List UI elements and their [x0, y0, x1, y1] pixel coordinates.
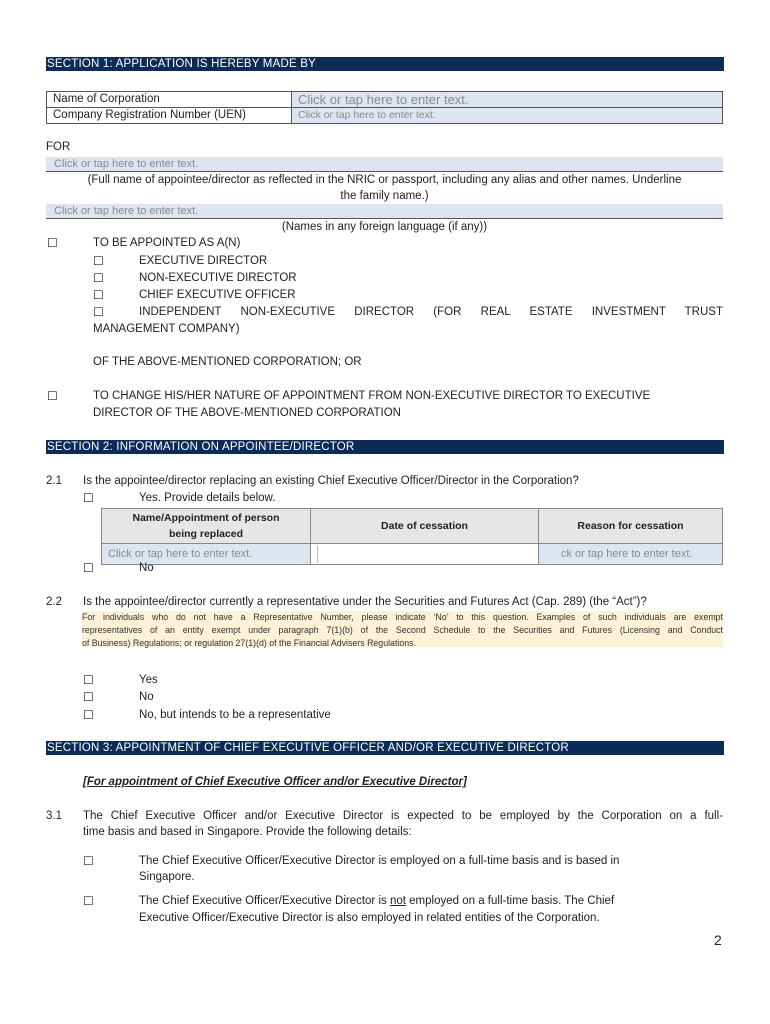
- appointee-name-input[interactable]: Click or tap here to enter text.: [46, 157, 723, 171]
- of-corporation-text: OF THE ABOVE-MENTIONED CORPORATION; OR: [93, 356, 362, 368]
- q22-note-line3: of Business) Regulations; or regulation 27(1)(d) of the Financial Advisers Regulations.: [82, 638, 416, 648]
- reason-cessation-input[interactable]: ck or tap here to enter text.: [539, 544, 723, 565]
- section-1-header: SECTION 1: APPLICATION IS HEREBY MADE BY: [46, 57, 724, 71]
- section-2-header: SECTION 2: INFORMATION ON APPOINTEE/DIRECTOR: [46, 440, 724, 454]
- q22-question: Is the appointee/director currently a representative under the Securities and Futures Act (Cap. 289) (the “Act”)?: [83, 596, 647, 608]
- q22-intends-checkbox[interactable]: ☐: [83, 708, 94, 722]
- foreign-name-input[interactable]: Click or tap here to enter text.: [46, 204, 723, 218]
- col-reason-cessation: Reason for cessation: [539, 509, 723, 544]
- replaced-person-input[interactable]: Click or tap here to enter text.: [102, 544, 311, 565]
- independent-director-checkbox[interactable]: ☐: [93, 305, 104, 319]
- section-3-header: SECTION 3: APPOINTMENT OF CHIEF EXECUTIVE OFFICER AND/OR EXECUTIVE DIRECTOR: [46, 741, 724, 755]
- ceo-label: CHIEF EXECUTIVE OFFICER: [139, 289, 296, 301]
- q22-note-line1: For individuals who do not have a Representative Number, please indicate ‘No’ to this question. Examples of such individuals are exempt: [82, 612, 723, 622]
- change-appointment-line1: TO CHANGE HIS/HER NATURE OF APPOINTMENT FROM NON-EXECUTIVE DIRECTOR TO EXECUTIVE: [93, 390, 651, 402]
- q22-note-line2: representatives of an entity exempt under paragraph 7(1)(b) of the Second Schedule to the Securities and Futures (Licensing and Conduct: [82, 625, 723, 635]
- not-fulltime-line1: [139, 893, 614, 910]
- independent-director-label-line1: INDEPENDENT NON-EXECUTIVE DIRECTOR (FOR REAL ESTATE INVESTMENT TRUST: [139, 306, 723, 318]
- fullname-note-line2: the family name.): [340, 190, 429, 202]
- not-fulltime-text-a: The Chief Executive Officer/Executive Director is: [139, 895, 390, 907]
- q22-yes-checkbox[interactable]: ☐: [83, 673, 94, 687]
- q22-no-label: No: [139, 691, 154, 703]
- section-3-subheading: [For appointment of Chief Executive Officer and/or Executive Director]: [83, 776, 467, 788]
- appoint-checkbox[interactable]: ☐: [47, 236, 58, 250]
- q21-no-checkbox[interactable]: ☐: [83, 561, 94, 575]
- q22-number: 2.2: [46, 596, 62, 608]
- replacement-table: [101, 508, 723, 565]
- executive-director-label: EXECUTIVE DIRECTOR: [139, 255, 268, 267]
- page-number: 2: [714, 932, 722, 948]
- not-fulltime-emphasis: not: [389, 895, 406, 907]
- uen-label: Company Registration Number (UEN): [47, 108, 292, 124]
- q31-text-line2: time basis and based in Singapore. Provide the following details:: [83, 826, 412, 838]
- change-appointment-checkbox[interactable]: ☐: [47, 389, 58, 403]
- not-fulltime-line2: Executive Officer/Executive Director is also employed in related entities of the Corporation.: [139, 912, 600, 924]
- uen-input[interactable]: Click or tap here to enter text.: [292, 108, 723, 124]
- q22-yes-label: Yes: [139, 674, 158, 686]
- fullname-note-line1: (Full name of appointee/director as reflected in the NRIC or passport, including any alias and other names. Underline: [87, 174, 682, 186]
- q22-no-checkbox[interactable]: ☐: [83, 690, 94, 704]
- q21-question: Is the appointee/director replacing an existing Chief Executive Officer/Director in the Corporation?: [83, 475, 579, 487]
- executive-director-checkbox[interactable]: ☐: [93, 254, 104, 268]
- fulltime-singapore-checkbox[interactable]: ☐: [83, 854, 94, 868]
- col-name-line1: Name/Appointment of person: [132, 512, 280, 524]
- name-of-corporation-label: Name of Corporation: [47, 92, 292, 108]
- q31-number: 3.1: [46, 810, 62, 822]
- name-of-corporation-input[interactable]: Click or tap here to enter text.: [292, 92, 723, 108]
- q31-text-line1: The Chief Executive Officer and/or Executive Director is expected to be employed by the Corporation on a full-: [83, 810, 723, 822]
- col-date-cessation: Date of cessation: [311, 509, 539, 544]
- q21-yes-label: Yes. Provide details below.: [139, 492, 276, 504]
- q22-note: [82, 611, 723, 647]
- for-label: FOR: [46, 141, 71, 153]
- foreign-name-note: (Names in any foreign language (if any)): [281, 221, 488, 233]
- appoint-heading: TO BE APPOINTED AS A(N): [93, 237, 241, 249]
- corporation-table: [46, 91, 723, 124]
- independent-director-label-line2: MANAGEMENT COMPANY): [93, 323, 240, 335]
- q22-intends-label: No, but intends to be a representative: [139, 709, 331, 721]
- q21-number: 2.1: [46, 475, 62, 487]
- q21-no-label: No: [139, 562, 154, 574]
- col-name-line2: being replaced: [168, 528, 244, 540]
- ceo-checkbox[interactable]: ☐: [93, 288, 104, 302]
- not-fulltime-checkbox[interactable]: ☐: [83, 894, 94, 908]
- fulltime-singapore-line1: The Chief Executive Officer/Executive Director is employed on a full-time basis and is based in: [139, 855, 620, 867]
- non-executive-director-checkbox[interactable]: ☐: [93, 271, 104, 285]
- col-name-appointment: [102, 509, 311, 544]
- fulltime-singapore-line2: Singapore.: [139, 871, 195, 883]
- date-cessation-input[interactable]: [317, 546, 538, 563]
- non-executive-director-label: NON-EXECUTIVE DIRECTOR: [139, 272, 297, 284]
- not-fulltime-text-b: employed on a full-time basis. The Chief: [405, 895, 615, 907]
- date-cessation-cell: [311, 544, 539, 565]
- change-appointment-line2: DIRECTOR OF THE ABOVE-MENTIONED CORPORATION: [93, 407, 401, 419]
- q21-yes-checkbox[interactable]: ☐: [83, 491, 94, 505]
